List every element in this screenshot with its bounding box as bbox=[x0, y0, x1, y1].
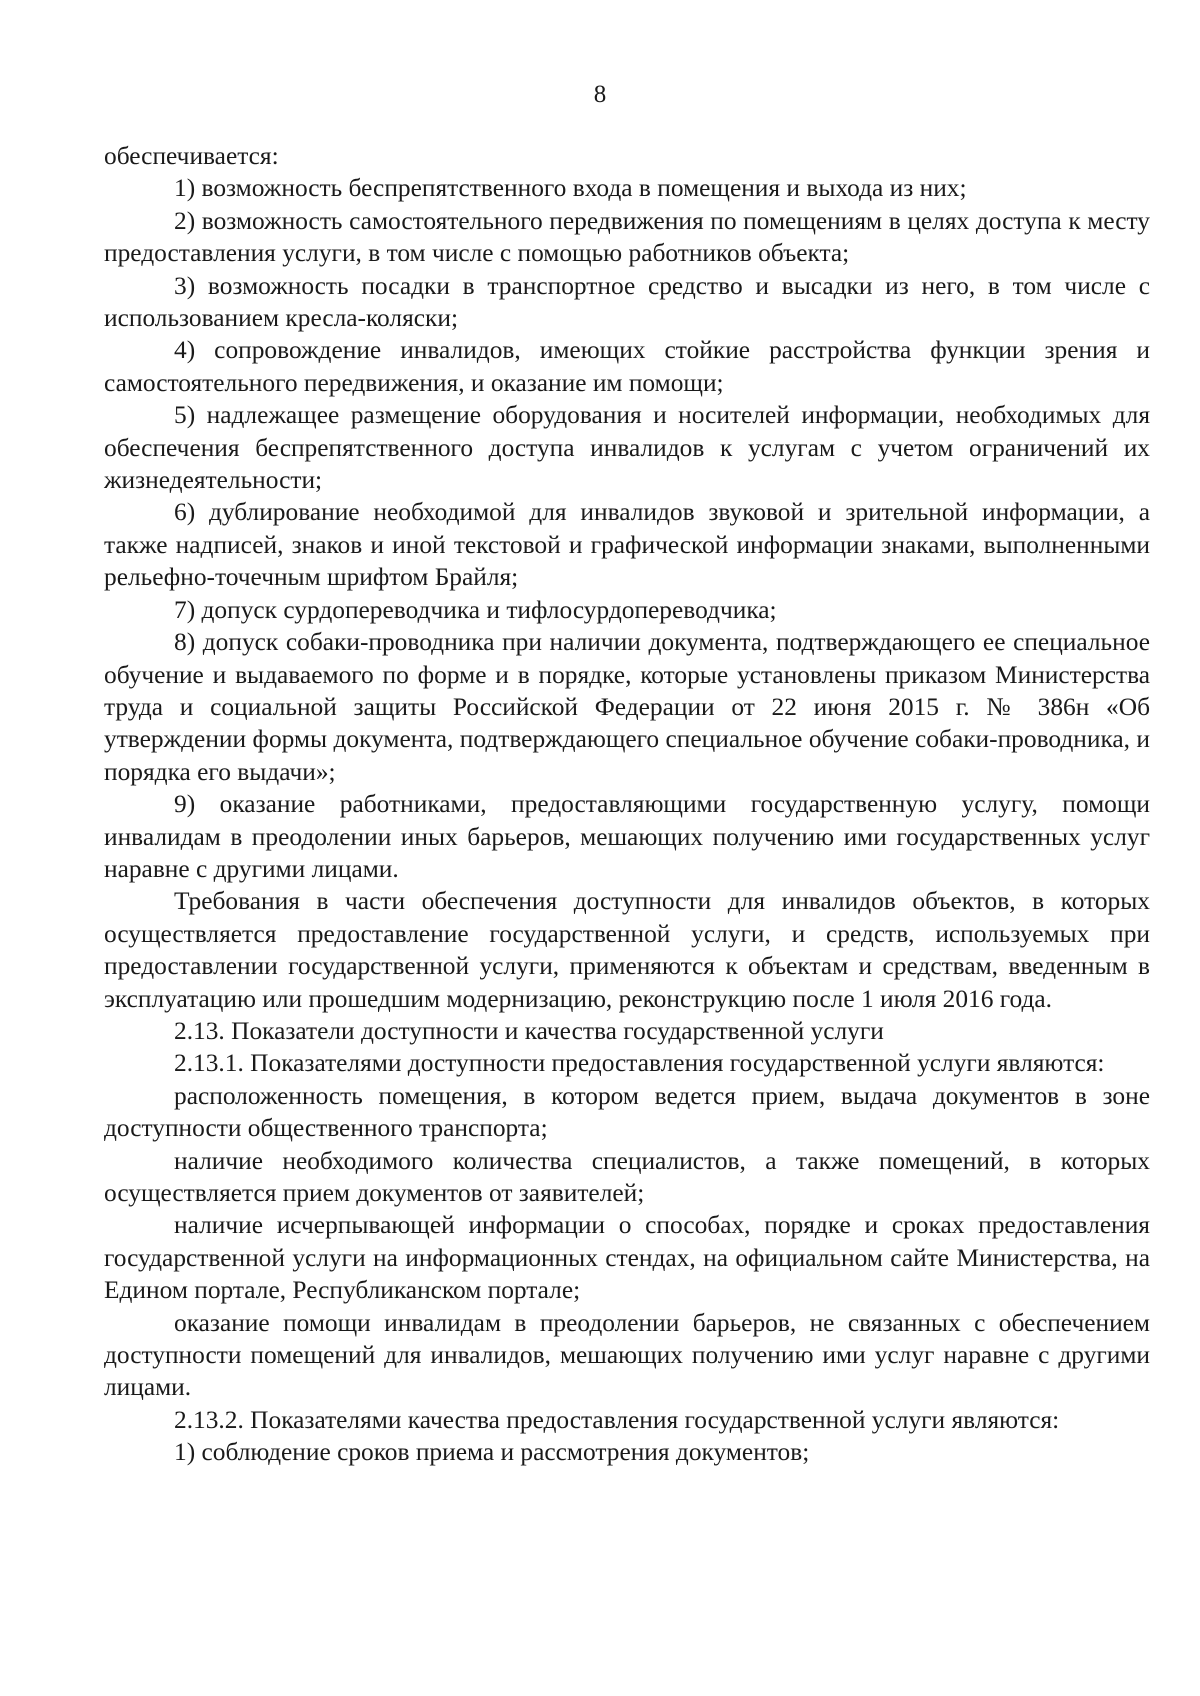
paragraph: наличие исчерпывающей информации о способах, порядке и сроках предоставления государственной услуги на информационных стендах, на официальном сайте Министерства, на Едином портале, Республиканском портале; bbox=[104, 1211, 1150, 1305]
paragraph: 2.13.1. Показателями доступности предоставления государственной услуги являются: bbox=[174, 1049, 1105, 1078]
paragraph: 2.13. Показатели доступности и качества государственной услуги bbox=[174, 1016, 884, 1045]
paragraph: 5) надлежащее размещение оборудования и носителей информации, необходимых для обеспечения беспрепятственного доступа инвалидов к услугам с учетом ограничений их жизнедеятельности; bbox=[104, 401, 1150, 495]
paragraph: 3) возможность посадки в транспортное средство и высадки из него, в том числе с использованием кресла-коляски; bbox=[104, 271, 1150, 333]
document-body bbox=[104, 140, 1150, 1469]
paragraph: расположенность помещения, в котором ведется прием, выдача документов в зоне доступности общественного транспорта; bbox=[104, 1081, 1150, 1143]
paragraph: 7) допуск сурдопереводчика и тифлосурдопереводчика; bbox=[174, 595, 777, 624]
paragraph: Требования в части обеспечения доступности для инвалидов объектов, в которых осуществляется предоставление государственной услуги, и средств, используемых при предоставлении государственной услуги, применяются к объектам и средствам, введенным в эксплуатацию или прошедшим модернизацию, реконструкцию после 1 июля 2016 года. bbox=[104, 887, 1150, 1013]
paragraph: 8) допуск собаки-проводника при наличии документа, подтверждающего ее специальное обучение и выдаваемого по форме и в порядке, которые установлены приказом Министерства труда и социальной защиты Российской Федерации от 22 июня 2015 г. № 386н «Об утверждении формы документа, подтверждающего специальное обучение собаки-проводника, и порядка его выдачи»; bbox=[104, 628, 1150, 786]
paragraph: 4) сопровождение инвалидов, имеющих стойкие расстройства функции зрения и самостоятельного передвижения, и оказание им помощи; bbox=[104, 336, 1150, 397]
page-number: 8 bbox=[593, 81, 607, 108]
paragraph: 6) дублирование необходимой для инвалидов звуковой и зрительной информации, а также надписей, знаков и иной текстовой и графической информации знаками, выполненными рельефно-точечным шрифтом Брайля; bbox=[104, 498, 1150, 592]
paragraph: 2.13.2. Показателями качества предоставления государственной услуги являются: bbox=[174, 1405, 1060, 1434]
paragraph: 9) оказание работниками, предоставляющими государственную услугу, помощи инвалидам в преодолении иных барьеров, мешающих получению ими государственных услуг наравне с другими лицами. bbox=[104, 790, 1150, 883]
paragraph: наличие необходимого количества специалистов, а также помещений, в которых осуществляется прием документов от заявителей; bbox=[104, 1146, 1150, 1207]
paragraph: обеспечивается: bbox=[104, 142, 279, 170]
paragraph: оказание помощи инвалидам в преодолении барьеров, не связанных с обеспечением доступности помещений для инвалидов, мешающих получению ими услуг наравне с другими лицами. bbox=[104, 1308, 1150, 1402]
paragraph: 2) возможность самостоятельного передвижения по помещениям в целях доступа к месту предоставления услуги, в том числе с помощью работников объекта; bbox=[104, 206, 1150, 268]
paragraph: 1) возможность беспрепятственного входа в помещения и выхода из них; bbox=[174, 174, 967, 203]
paragraph: 1) соблюдение сроков приема и рассмотрения документов; bbox=[174, 1438, 810, 1467]
